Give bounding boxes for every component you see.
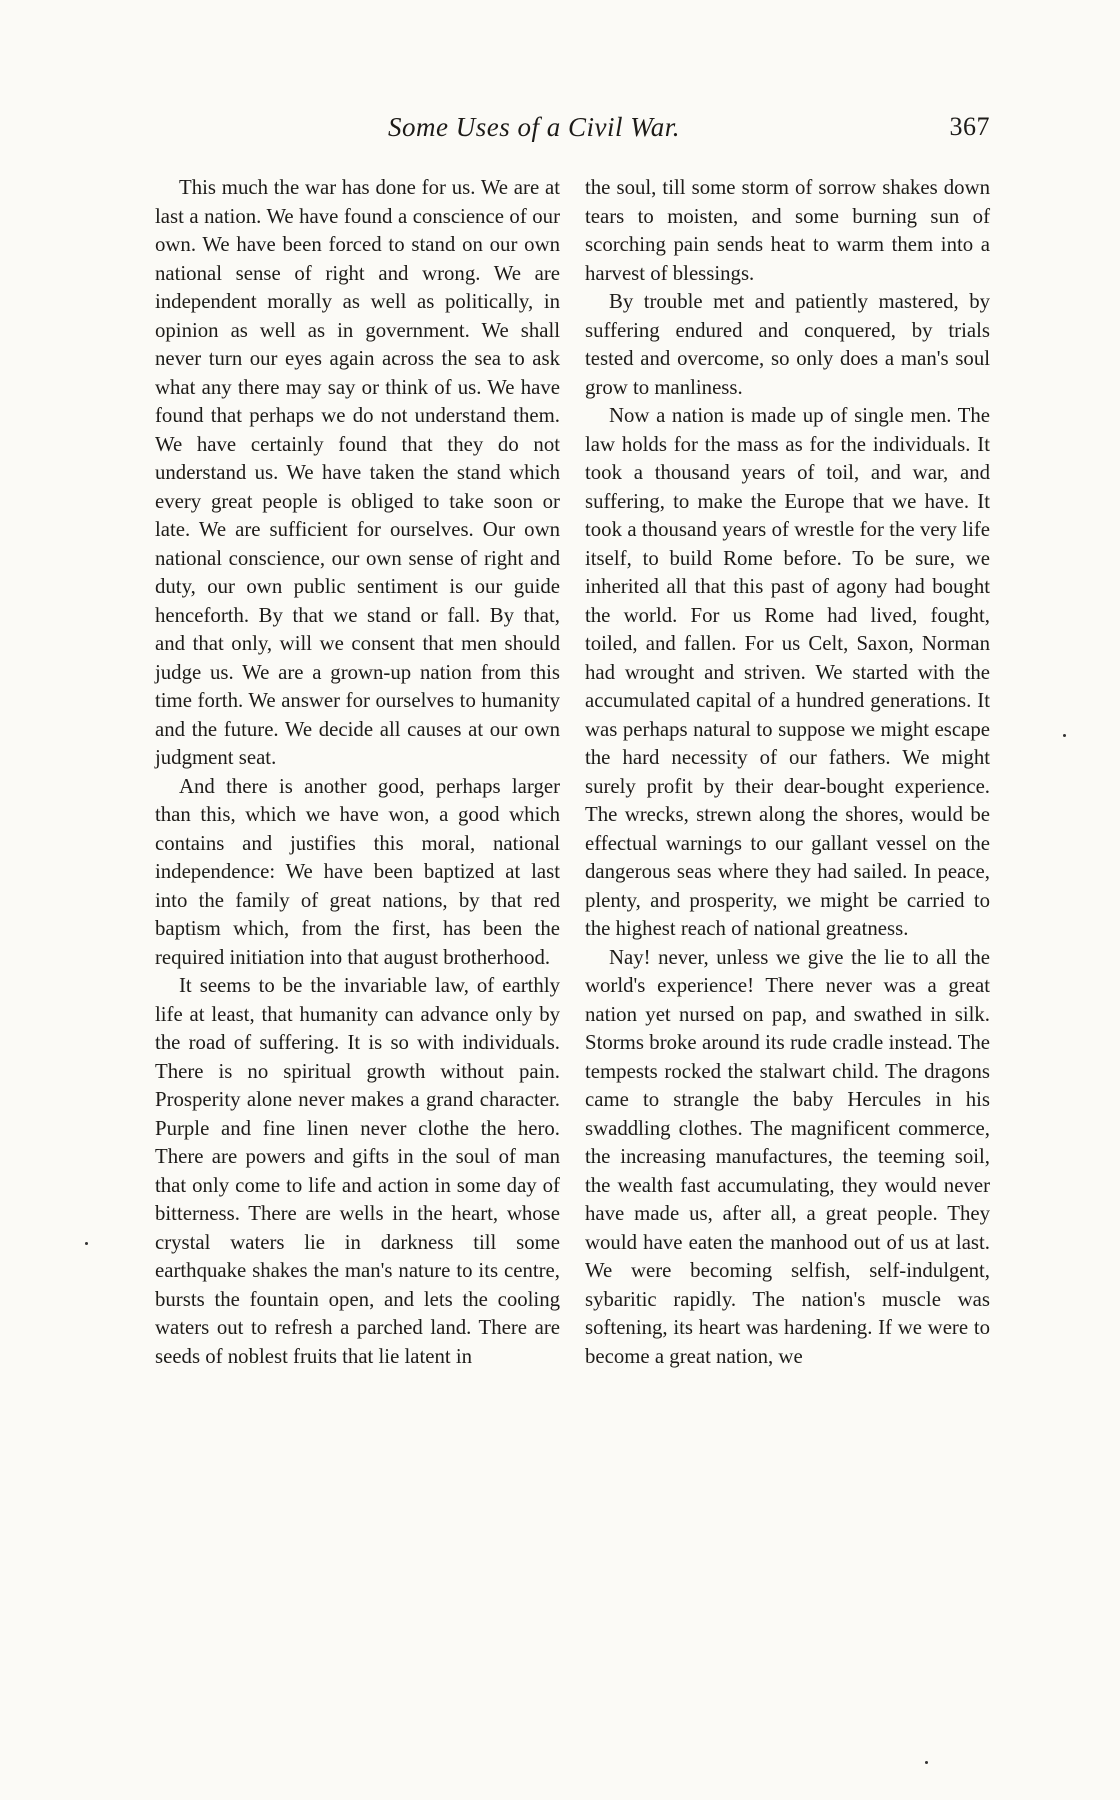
page-speck	[85, 1242, 88, 1245]
paragraph: It seems to be the invariable law, of earthly life at least, that humanity can advance only by the road of suffering. It is so with individuals. There is no spiritual growth without pain. Prosperity alone never makes a grand character. Purple and fine linen never clothe the hero. There are powers and gifts in the soul of man that only come to life and action in some day of bitterness. There are wells in the heart, whose crystal waters lie in darkness till some earthquake shakes the man's nature to its centre, bursts the fountain open, and lets the cooling waters out to refresh a parched land. There are seeds of noblest fruits that lie latent in	[155, 974, 560, 1368]
page-speck	[925, 1761, 928, 1764]
page-speck	[1063, 734, 1066, 737]
paragraph: By trouble met and patiently mastered, by suffering endured and conquered, by trials tested and overcome, so only does a man's soul grow to manliness.	[585, 290, 990, 399]
running-title: Some Uses of a Civil War.	[388, 112, 681, 142]
paragraph: Now a nation is made up of single men. The law holds for the mass as for the individuals. It took a thousand years of toil, and war, and suffering, to make the Europe that we have. It took a thousand years of wrestle for the very life itself, to build Rome before. To be sure, we inherited all that this past of agony had bought the world. For us Rome had lived, fought, toiled, and fallen. For us Celt, Saxon, Norman had wrought and striven. We started with the accumulated capital of a hundred generations. It was perhaps natural to suppose we might escape the hard necessity of our fathers. We might surely profit by their dear-bought experience. The wrecks, strewn along the shores, would be effectual warnings to our gallant vessel on the dangerous seas where they had sailed. In peace, plenty, and prosperity, we might be carried to the highest reach of national greatness.	[585, 404, 990, 940]
page-number: 367	[949, 112, 990, 141]
paragraph: And there is another good, perhaps larger than this, which we have won, a good which contains and justifies this moral, national independence: We have been baptized at last into the family of great nations, by that red baptism which, from the first, has been the required initiation into that august brotherhood.	[155, 774, 560, 969]
continued-paragraph: the soul, till some storm of sorrow shakes down tears to moisten, and some burning sun of scorching pain sends heat to warm them into a harvest of blessings.	[585, 176, 990, 285]
paragraph: Nay! never, unless we give the lie to all the world's experience! There never was a great nation yet nursed on pap, and swathed in silk. Storms broke around its rude cradle instead. The tempests rocked the stalwart child. The dragons came to strangle the baby Hercules in his swaddling clothes. The magnificent commerce, the increasing manufactures, the teeming soil, the wealth fast accumulating, they would never have made us, after all, a great people. They would have eaten the manhood out of us at last. We were becoming selfish, self-indulgent, sybaritic rapidly. The nation's muscle was softening, its heart was hardening. If we were to become a great nation, we	[585, 945, 990, 1368]
left-column	[155, 174, 560, 1371]
page-header	[150, 112, 990, 146]
paragraph: This much the war has done for us. We are at last a nation. We have found a conscience of our own. We have been forced to stand on our own national sense of right and wrong. We are independent morally as well as politically, in opinion as well as in government. We shall never turn our eyes again across the sea to ask what any there may say or think of us. We have found that perhaps we do not understand them. We have certainly found that they do not understand us. We have taken the stand which every great people is obliged to take soon or late. We are sufficient for ourselves. Our own national conscience, our own sense of right and duty, our own public sentiment is our guide henceforth. By that we stand or fall. By that, and that only, will we consent that men should judge us. We are a grown-up nation from this time forth. We answer for ourselves to humanity and the future. We decide all causes at our own judgment seat.	[155, 176, 560, 769]
right-column	[585, 174, 990, 1371]
